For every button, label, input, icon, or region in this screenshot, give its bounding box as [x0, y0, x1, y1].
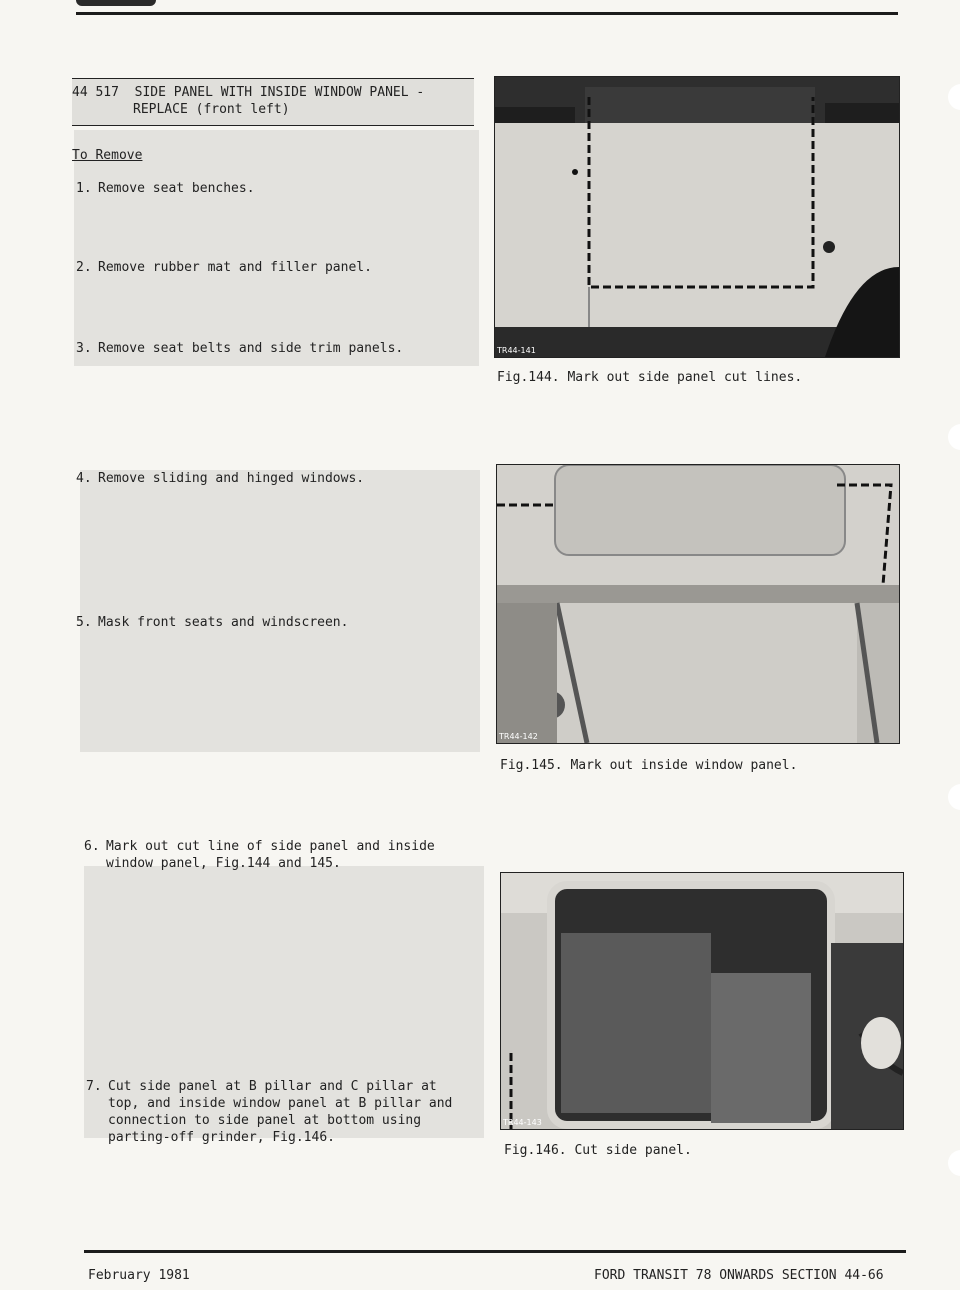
- shaded-area-1: [74, 130, 479, 366]
- van-exterior-side-photo: [495, 77, 899, 357]
- to-remove-heading: To Remove: [72, 148, 143, 163]
- footer-manual-title: FORD TRANSIT 78 ONWARDS SECTION 44-66: [594, 1268, 884, 1283]
- step-number: 6.: [84, 839, 100, 854]
- step-text: Remove seat benches.: [98, 181, 255, 196]
- figure-code: TR44-141: [497, 346, 536, 355]
- figure-code: TR44-142: [499, 732, 538, 741]
- figure-145-caption: Fig.145. Mark out inside window panel.: [500, 758, 798, 773]
- top-rule: [76, 12, 898, 15]
- step-number: 3.: [76, 341, 92, 356]
- figure-144-photo: [494, 76, 900, 358]
- step-text: Mark out cut line of side panel and inside: [106, 839, 435, 854]
- step-4: [76, 470, 364, 487]
- figure-146-photo: [500, 872, 904, 1130]
- step-text: Cut side panel at B pillar and C pillar at: [108, 1079, 437, 1094]
- step-5: [76, 614, 348, 631]
- step-1: [76, 180, 255, 197]
- step-text-cont: top, and inside window panel at B pillar and: [108, 1096, 453, 1111]
- step-text-cont: window panel, Fig.144 and 145.: [106, 856, 341, 871]
- step-2: [76, 259, 372, 276]
- step-text: Mask front seats and windscreen.: [98, 615, 349, 630]
- section-header: [72, 84, 424, 118]
- section-title-line2: REPLACE (front left): [133, 102, 290, 117]
- step-text: Remove sliding and hinged windows.: [98, 471, 365, 486]
- step-text: Remove seat belts and side trim panels.: [98, 341, 404, 356]
- corner-logo-mark: [76, 0, 156, 6]
- binder-hole: [948, 424, 960, 450]
- section-code: 44 517: [72, 85, 119, 100]
- step-number: 4.: [76, 471, 92, 486]
- step-text-cont: connection to side panel at bottom using: [108, 1113, 422, 1128]
- figure-145-photo: [496, 464, 900, 744]
- step-number: 1.: [76, 181, 92, 196]
- van-interior-roof-photo: [497, 465, 899, 743]
- binder-hole: [948, 1150, 960, 1176]
- step-number: 7.: [86, 1079, 102, 1094]
- figure-code: TR44-143: [503, 1118, 542, 1127]
- step-number: 5.: [76, 615, 92, 630]
- step-3: [76, 340, 403, 357]
- section-title-line1: SIDE PANEL WITH INSIDE WINDOW PANEL -: [134, 85, 425, 100]
- step-7: [86, 1078, 452, 1146]
- step-text-cont: parting-off grinder, Fig.146.: [108, 1130, 335, 1145]
- binder-hole: [948, 784, 960, 810]
- step-6: [84, 838, 435, 872]
- step-number: 2.: [76, 260, 92, 275]
- bottom-rule: [84, 1250, 906, 1253]
- van-interior-window-photo: [501, 873, 903, 1129]
- shaded-area-2: [80, 470, 480, 752]
- step-text: Remove rubber mat and filler panel.: [98, 260, 372, 275]
- footer-date: February 1981: [88, 1268, 190, 1283]
- figure-144-caption: Fig.144. Mark out side panel cut lines.: [497, 370, 803, 385]
- binder-hole: [948, 84, 960, 110]
- figure-146-caption: Fig.146. Cut side panel.: [504, 1143, 692, 1158]
